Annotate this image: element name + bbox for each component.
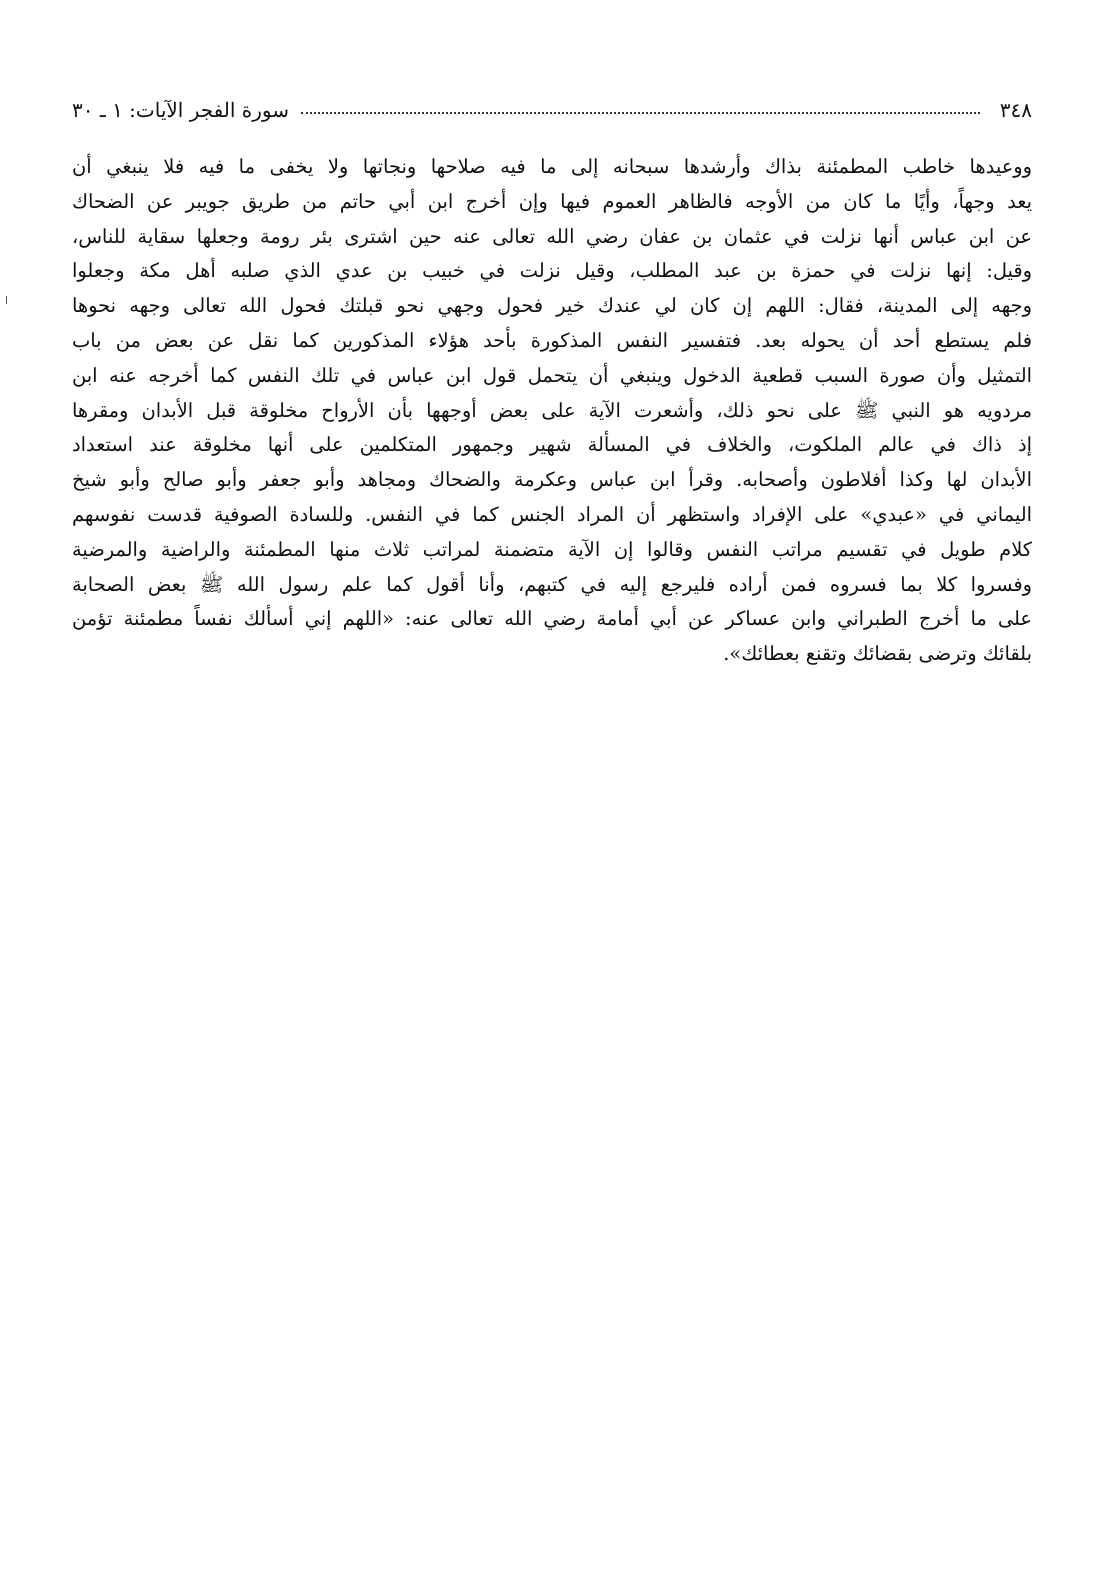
text-line: الأبدان لها وكذا أفلاطون وأصحابه. وقرأ ابن عباس وعكرمة والضحاك ومجاهد وأبو جعفر وأبو صالح وأبو شيخ [72, 468, 1032, 492]
text-line: إذ ذاك في عالم الملكوت، والخلاف في المسألة شهير وجمهور المتكلمين على أنها مخلوقة عند استعداد [72, 433, 1032, 457]
text-line: عن ابن عباس أنها نزلت في عثمان بن عفان رضي الله تعالى عنه حين اشترى بئر رومة وجعلها سقاية للناس، [72, 224, 1032, 248]
running-header [72, 92, 1032, 128]
page-number: ٣٤٨ [999, 98, 1032, 122]
body-text [72, 150, 1032, 672]
text-line: يعد وجهاً، وأيًا ما كان من الأوجه فالظاهر العموم فيها وإن أخرج ابن أبي حاتم من طريق جويبر عن الضحاك [72, 189, 1032, 213]
text-line: ووعيدها خاطب المطمئنة بذاك وأرشدها سبحانه إلى ما فيه صلاحها ونجاتها ولا يخفى ما فيه فلا ينبغي أن [72, 155, 1032, 178]
scan-margin-mark [6, 296, 7, 304]
text-line: التمثيل وأن صورة السبب قطعية الدخول وينبغي أن يتحمل قول ابن عباس في تلك النفس كما أخرجه عنه ابن [72, 363, 1032, 387]
text-line: وقيل: إنها نزلت في حمزة بن عبد المطلب، وقيل نزلت في خبيب بن عدي الذي صلبه أهل مكة وجعلوا [72, 259, 1032, 283]
text-line: مردويه هو النبي ﷺ على نحو ذلك، وأشعرت الآية على بعض أوجهها بأن الأرواح مخلوقة قبل الأبدان ومقرها [72, 398, 1032, 422]
header-dot-leader [301, 112, 980, 114]
text-line: فلم يستطع أحد أن يحوله بعد. فتفسير النفس المذكورة بأحد هؤلاء المذكورين كما نقل عن بعض من باب [72, 328, 1032, 352]
text-line: بلقائك وترضى بقضائك وتقنع بعطائك». [723, 642, 1032, 666]
text-line: على ما أخرج الطبراني وابن عساكر عن أبي أمامة رضي الله تعالى عنه: «اللهم إني أسألك نفساً مطمئنة تؤمن [72, 607, 1032, 631]
text-line: وفسروا كلا بما فسروه فمن أراده فليرجع إليه في كتبهم، وأنا أقول كما علم رسول الله ﷺ بعض الصحابة [72, 572, 1032, 596]
text-line: وجهه إلى المدينة، فقال: اللهم إن كان لي عندك خير فحول وجهي نحو قبلتك فحول الله تعالى وجهه نحوها [72, 294, 1032, 318]
text-line: اليماني في «عبدي» على الإفراد واستظهر أن المراد الجنس كما في النفس. وللسادة الصوفية قدست نفوسهم [72, 502, 1032, 526]
surah-title: سورة الفجر الآيات: ١ ـ ٣٠ [72, 98, 290, 122]
text-line: كلام طويل في تقسيم مراتب النفس وقالوا إن الآية متضمنة لمراتب ثلاث منها المطمئنة والراضية والمرضية [72, 537, 1032, 561]
